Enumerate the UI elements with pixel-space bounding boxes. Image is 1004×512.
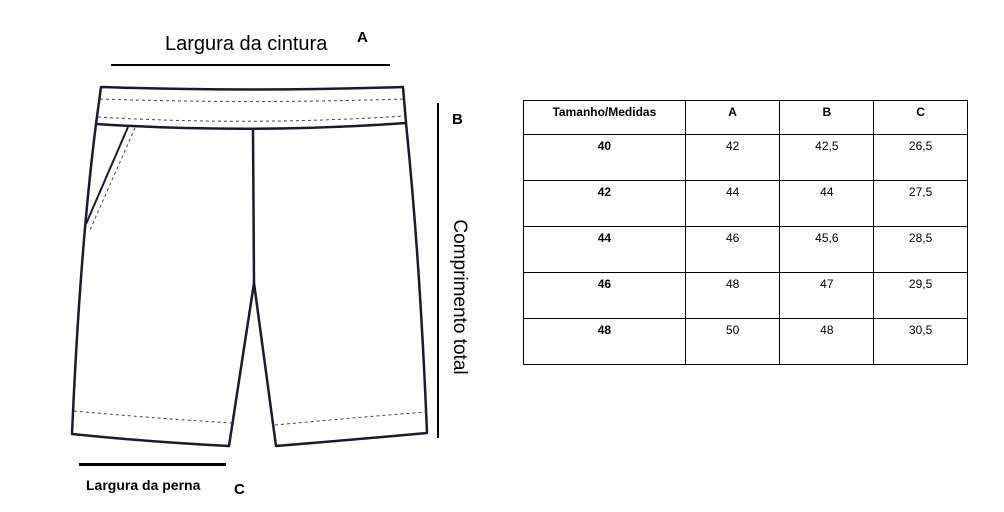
measure-a-marker: A bbox=[357, 29, 368, 46]
measure-b-cell: 44 bbox=[780, 181, 874, 227]
leg-width-label: Largura da perna bbox=[86, 477, 201, 493]
table-header-row bbox=[524, 101, 968, 135]
measure-b-marker: B bbox=[452, 111, 463, 128]
shorts-illustration bbox=[0, 0, 440, 460]
measure-a-cell: 48 bbox=[685, 273, 780, 319]
pocket-stitch bbox=[90, 128, 135, 230]
size-cell: 42 bbox=[524, 181, 686, 227]
size-cell: 46 bbox=[524, 273, 686, 319]
leg-measure-line bbox=[79, 463, 226, 466]
total-length-label: Comprimento total bbox=[449, 219, 470, 375]
hem-stitch-right bbox=[275, 412, 426, 425]
size-cell: 40 bbox=[524, 135, 686, 181]
column-header: A bbox=[685, 101, 780, 135]
table-row bbox=[524, 227, 968, 273]
column-header: Tamanho/Medidas bbox=[524, 101, 686, 135]
measure-c-cell: 30,5 bbox=[874, 319, 968, 365]
column-header: B bbox=[780, 101, 874, 135]
column-header: C bbox=[874, 101, 968, 135]
waistband-stitch-top bbox=[100, 99, 403, 102]
size-chart-table bbox=[523, 100, 968, 365]
shorts-outline bbox=[72, 123, 427, 446]
measure-b-cell: 45,6 bbox=[780, 227, 874, 273]
measure-c-cell: 27,5 bbox=[874, 181, 968, 227]
measure-a-cell: 50 bbox=[685, 319, 780, 365]
hem-stitch-left bbox=[74, 411, 232, 423]
pocket-line bbox=[86, 127, 128, 224]
measure-a-cell: 42 bbox=[685, 135, 780, 181]
center-seam bbox=[253, 130, 254, 283]
table-row bbox=[524, 273, 968, 319]
table-row bbox=[524, 135, 968, 181]
measure-a-cell: 46 bbox=[685, 227, 780, 273]
table-row bbox=[524, 181, 968, 227]
measure-c-cell: 29,5 bbox=[874, 273, 968, 319]
measure-c-cell: 28,5 bbox=[874, 227, 968, 273]
waist-width-label: Largura da cintura bbox=[165, 33, 328, 55]
measure-b-cell: 47 bbox=[780, 273, 874, 319]
measure-b-cell: 42,5 bbox=[780, 135, 874, 181]
table-row bbox=[524, 319, 968, 365]
size-cell: 48 bbox=[524, 319, 686, 365]
waistband-stitch-bottom bbox=[98, 116, 405, 121]
measure-c-marker: C bbox=[234, 481, 245, 498]
measure-b-cell: 48 bbox=[780, 319, 874, 365]
measure-a-cell: 44 bbox=[685, 181, 780, 227]
size-cell: 44 bbox=[524, 227, 686, 273]
waistband-outline bbox=[96, 87, 406, 129]
measure-c-cell: 26,5 bbox=[874, 135, 968, 181]
